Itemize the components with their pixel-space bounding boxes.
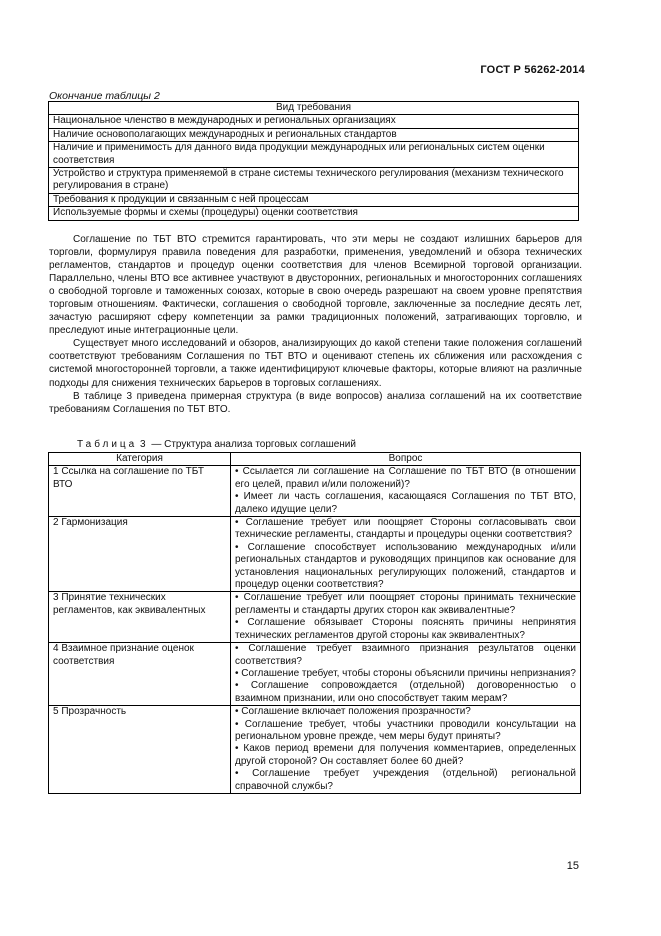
- table3-caption-number: 3: [140, 439, 149, 450]
- table2-cell: Наличие и применимость для данного вида продукции международных или региональных систем оценки соответствия: [49, 142, 579, 168]
- question-item: • Соглашение требует или поощряет стороны принимать технические регламенты и стандарты других сторон как эквивалентные?: [235, 592, 576, 616]
- table-row: [49, 517, 581, 592]
- table3-caption-text: — Структура анализа торговых соглашений: [151, 439, 356, 450]
- table2-cell: Используемые формы и схемы (процедуры) оценки соответствия: [49, 207, 579, 220]
- page-number: 15: [566, 860, 579, 872]
- question-item: • Соглашение сопровождается (отдельной) договоренностью о взаимном признании, или оно способствует таким мерам?: [235, 680, 576, 704]
- category-cell: 2 Гармонизация: [49, 517, 231, 592]
- question-item: • Соглашение требует, чтобы стороны объяснили причины непризнания?: [235, 667, 576, 679]
- paragraph: Существует много исследований и обзоров, анализирующих до какой степени такие положения соглашений соответствуют требованиям Соглашения по ТБТ ВТО и оценивают степень их сближения или расхождения с системой многосторонней торговли, а также идентифицируют ключевые факторы, которые влияют на различные подходы для снижения технических барьеров в торговых соглашениях.: [49, 338, 582, 389]
- question-cell: [231, 592, 581, 643]
- table3-caption: [77, 439, 356, 450]
- paragraph: В таблице 3 приведена примерная структура (в виде вопросов) анализа соглашений на их соответствие требованиям Соглашения по ТБТ ВТО.: [49, 390, 582, 415]
- table2-cell: Наличие основополагающих международных и региональных стандартов: [49, 128, 579, 141]
- table-row: [49, 115, 579, 128]
- table-row: [49, 207, 579, 220]
- table2-cell: Требования к продукции и связанным с ней процессам: [49, 193, 579, 206]
- table3-header-question: Вопрос: [231, 453, 581, 466]
- table2-cell: Устройство и структура применяемой в стране системы технического регулирования (механизм технического регулирования в стране): [49, 168, 579, 194]
- category-cell: 4 Взаимное признание оценок соответствия: [49, 643, 231, 706]
- table-row: [49, 706, 581, 794]
- question-item: • Соглашение обязывает Стороны пояснять причины непринятия технических регламентов другой стороны как эквивалентных?: [235, 617, 576, 641]
- question-item: • Соглашение требует или поощряет Стороны согласовывать свои технические регламенты, стандарты и процедуры оценки соответствия?: [235, 517, 576, 541]
- category-cell: 1 Ссылка на соглашение по ТБТ ВТО: [49, 466, 231, 517]
- table-row: [49, 466, 581, 517]
- category-cell: 3 Принятие технических регламентов, как эквивалентных: [49, 592, 231, 643]
- question-item: • Соглашение включает положения прозрачности?: [235, 706, 471, 718]
- question-cell: [231, 466, 581, 517]
- table2-caption: Окончание таблицы 2: [49, 90, 160, 102]
- question-item: • Соглашение требует взаимного признания результатов оценки соответствия?: [235, 643, 576, 667]
- question-item: • Соглашение требует учреждения (отдельной) региональной справочной службы?: [235, 768, 576, 792]
- table-row: [49, 643, 581, 706]
- table3: [48, 452, 581, 794]
- question-cell: [231, 643, 581, 706]
- table3-header-category: Категория: [49, 453, 231, 466]
- document-id: ГОСТ Р 56262-2014: [480, 64, 585, 76]
- table2-cell: Национальное членство в международных и региональных организациях: [49, 115, 579, 128]
- table2: [48, 101, 579, 221]
- table-row: [49, 592, 581, 643]
- paragraph: Соглашение по ТБТ ВТО стремится гарантировать, что эти меры не создают излишних барьеров для торговли, формулируя правила поведения для разработки, применения, уведомлений и обзора технических регламентов, стандартов и процедур оценки соответствия для членов Всемирной торговой организации. Параллельно, члены ВТО все активнее участвуют в двусторонних, региональных и многосторонних соглашениях о свободной торговле и таможенных союзах, которые в свою очередь разрешают на своем уровне препятствия торговым отношениям. Фактически, соглашения о свободной торговле, заключенные за последние десять лет, зачастую расширяют сферу компетенции за рамки традиционных положений, затрагивающих торговлю, и преследуют иные интеграционные цели.: [49, 234, 582, 337]
- table-row: [49, 128, 579, 141]
- table2-header-row: [49, 102, 579, 115]
- question-item: • Каков период времени для получения комментариев, определенных другой стороной? Он составляет более 60 дней?: [235, 743, 576, 767]
- question-cell: [231, 517, 581, 592]
- question-cell: [231, 706, 581, 794]
- question-item: • Соглашение требует, чтобы участники проводили консультации на региональном уровне прежде, чем меры будут приняты?: [235, 718, 576, 742]
- question-item: • Соглашение способствует использованию международных и/или региональных стандартов и руководящих принципов как основание для установления национальных регулирующих положений, стандартов и процедур оценки соответствия?: [235, 541, 576, 591]
- table2-column-header: Вид требования: [49, 102, 579, 115]
- question-item: • Имеет ли часть соглашения, касающаяся Соглашения по ТБТ ВТО, далеко идущие цели?: [235, 491, 576, 515]
- table3-caption-label: Таблица: [77, 439, 138, 450]
- body-text: [49, 233, 582, 416]
- category-cell: 5 Прозрачность: [49, 706, 231, 794]
- table3-header-row: [49, 453, 581, 466]
- table-row: [49, 168, 579, 194]
- table-row: [49, 193, 579, 206]
- table-row: [49, 142, 579, 168]
- question-item: • Ссылается ли соглашение на Соглашение по ТБТ ВТО (в отношении его целей, правил и/или положений)?: [235, 466, 576, 490]
